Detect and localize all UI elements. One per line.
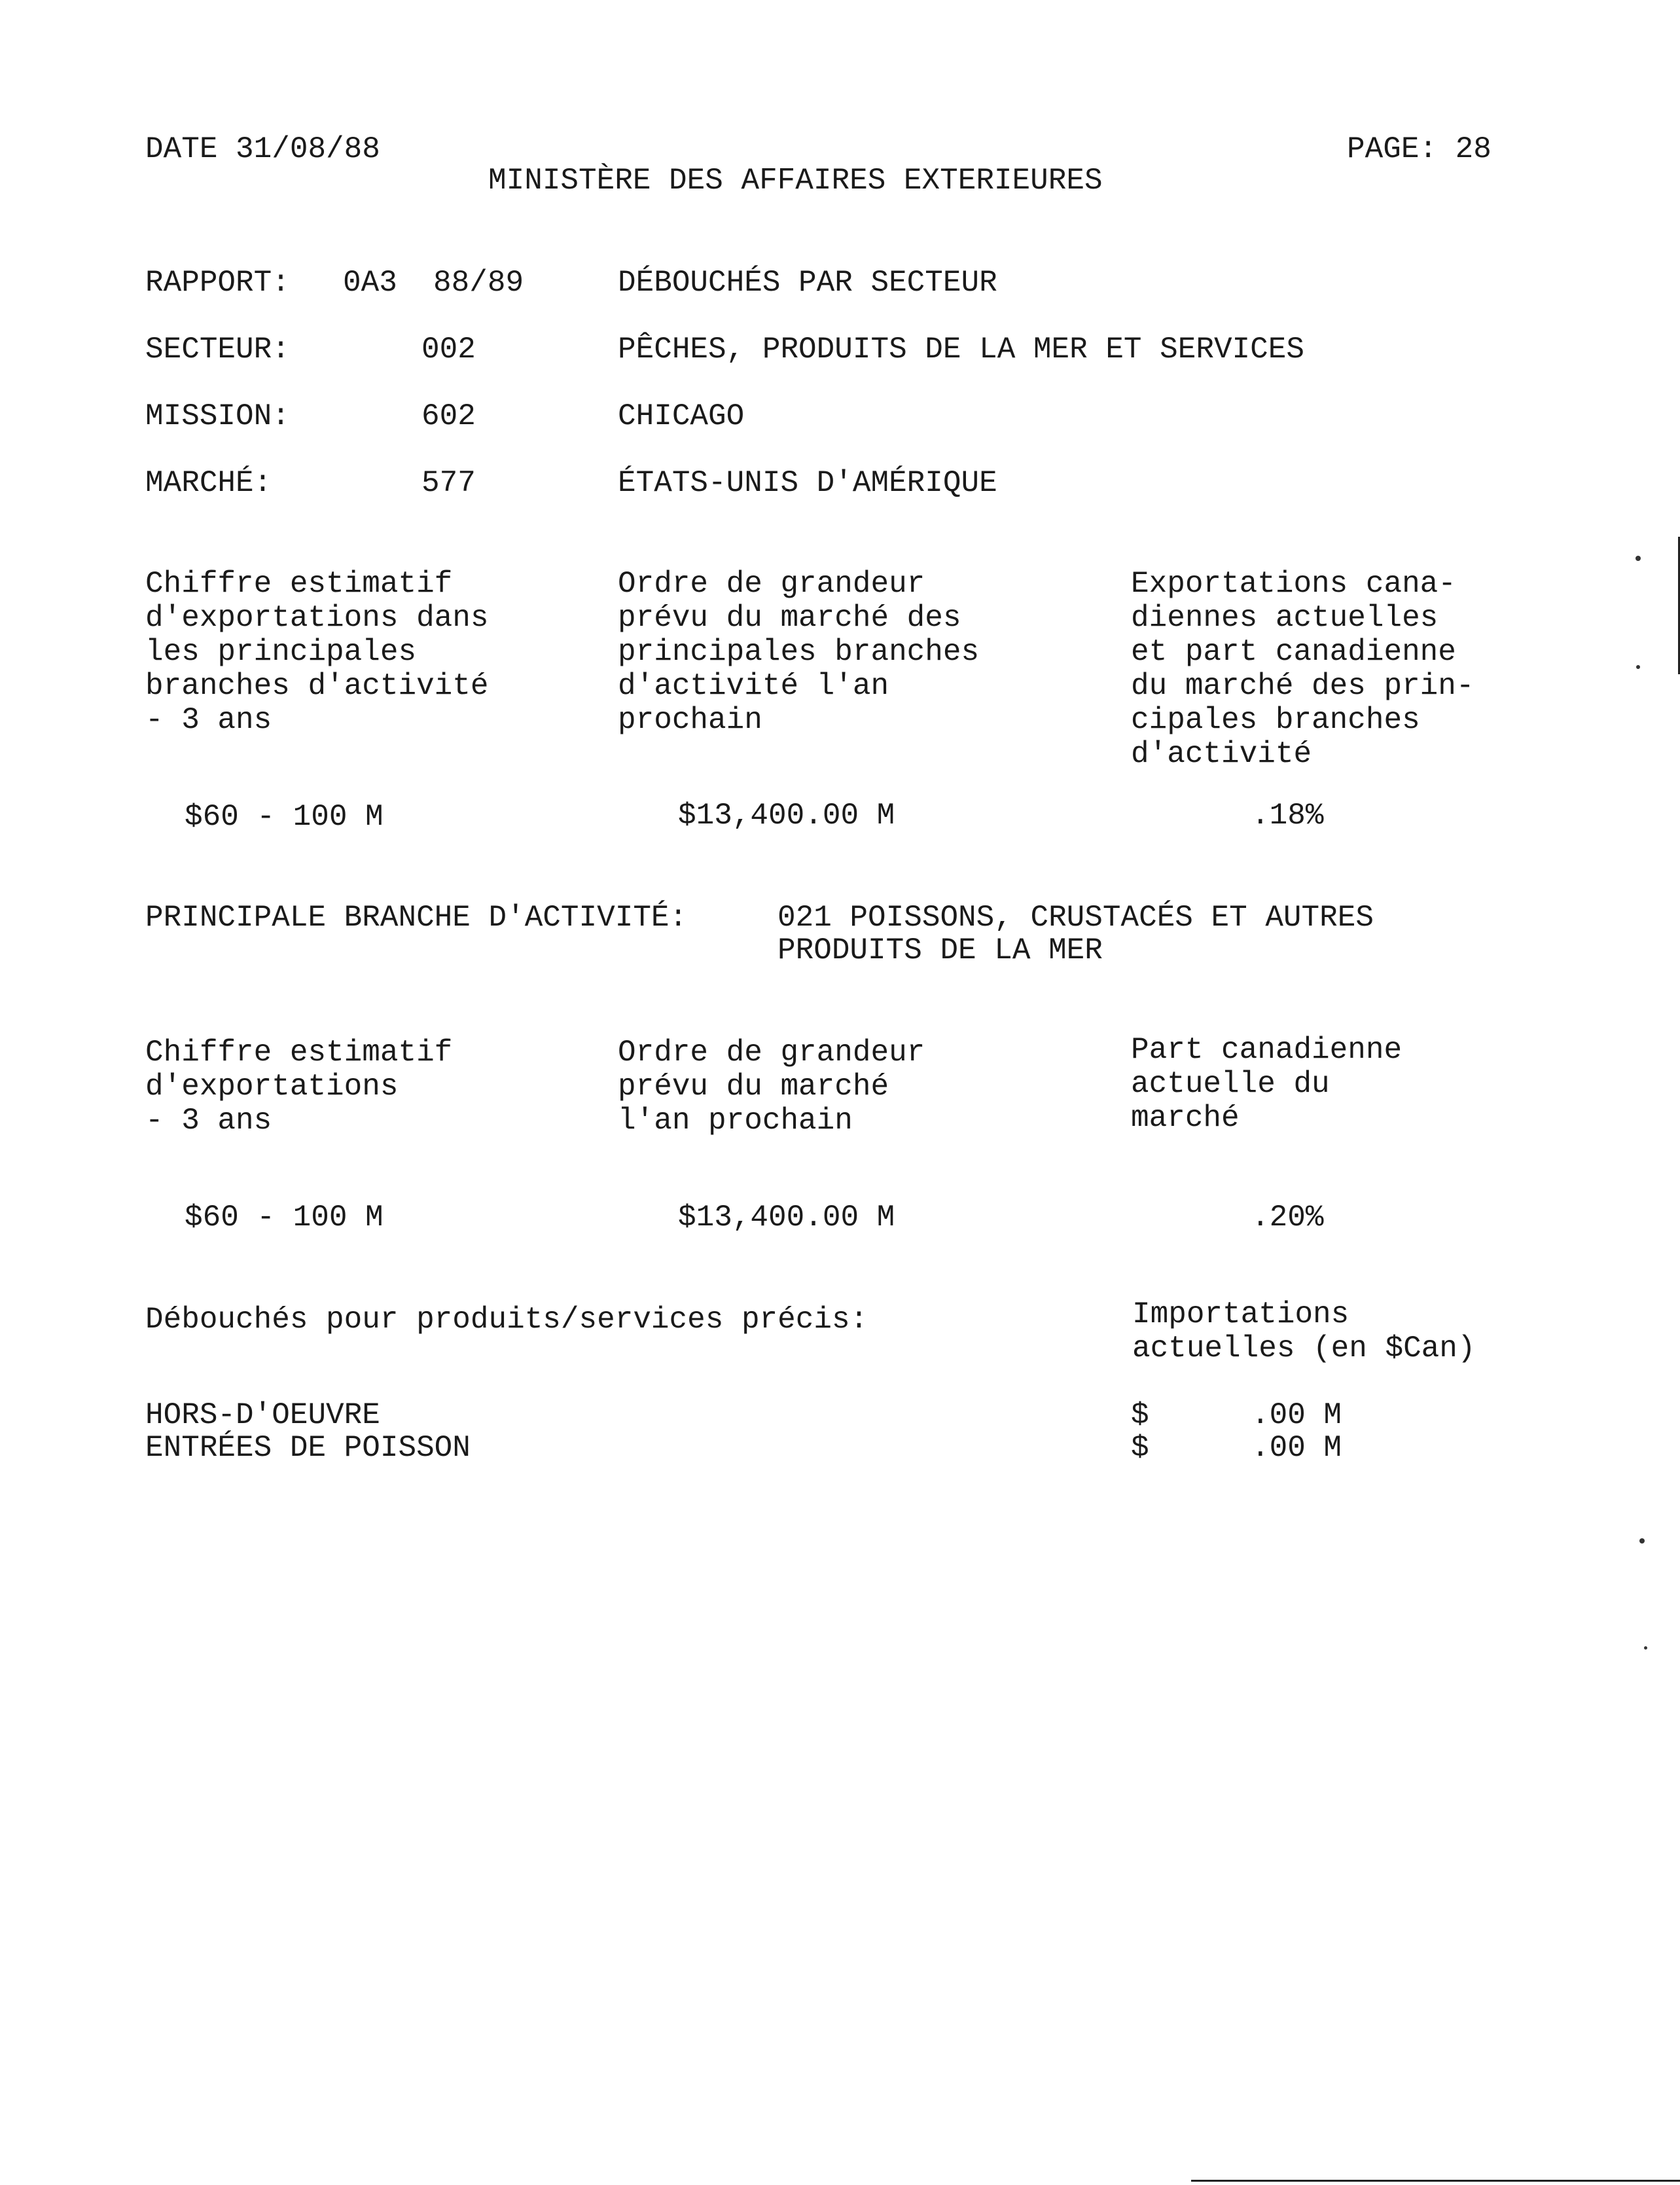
branch-line-1: 021 POISSONS, CRUSTACÉS ET AUTRES [777,901,1374,935]
scan-speck [1636,665,1640,669]
info-value-marche: ÉTATS-UNIS D'AMÉRIQUE [618,466,997,500]
opportunity-item-amount: .00 M [1251,1431,1342,1465]
sector-header-market-size: Ordre de grandeur prévu du marché des principales branches d'activité l'an prochain [618,567,980,737]
scan-edge-line [1191,2180,1680,2182]
opportunity-item-name: HORS-D'OEUVRE [145,1398,380,1432]
scan-speck [1644,1646,1647,1650]
branch-header-estimated-exports: Chiffre estimatif d'exportations - 3 ans [145,1036,453,1138]
page-number: PAGE: 28 [1347,132,1492,166]
branch-header-canadian-share: Part canadienne actuelle du marché [1131,1033,1403,1135]
branch-value-market-size: $13,400.00 M [678,1201,895,1235]
ministry-title: MINISTÈRE DES AFFAIRES EXTERIEURES [488,164,1103,198]
info-label-secteur: SECTEUR: [145,333,290,367]
branch-header-market-size: Ordre de grandeur prévu du marché l'an prochain [618,1036,925,1138]
opportunity-item-name: ENTRÉES DE POISSON [145,1431,471,1465]
info-value-secteur: PÊCHES, PRODUITS DE LA MER ET SERVICES [618,333,1304,367]
sector-value-market-size: $13,400.00 M [678,799,895,833]
imports-heading: Importations actuelles (en $Can) [1132,1297,1476,1365]
sector-header-canadian-share: Exportations cana- diennes actuelles et part canadienne du marché des prin- cipales branches d'activité [1131,567,1474,771]
info-label-rapport: RAPPORT: [145,266,290,300]
opportunity-item-amount: .00 M [1251,1398,1342,1432]
opportunity-item-currency: $ [1131,1398,1149,1432]
opportunity-item-currency: $ [1131,1431,1149,1465]
report-date: DATE 31/08/88 [145,132,380,166]
info-code-secteur: 002 [421,333,476,367]
branch-value-estimated-exports: $60 - 100 M [185,1201,384,1235]
sector-value-estimated-exports: $60 - 100 M [185,800,384,834]
scan-speck [1639,1538,1645,1544]
branch-label: PRINCIPALE BRANCHE D'ACTIVITÉ: [145,901,688,935]
branch-value-canadian-share: .20% [1251,1201,1324,1235]
sector-value-canadian-share: .18% [1251,799,1324,833]
info-value-rapport: DÉBOUCHÉS PAR SECTEUR [618,266,997,300]
info-code-marche: 577 [421,466,476,500]
sector-header-estimated-exports: Chiffre estimatif d'exportations dans les principales branches d'activité - 3 ans [145,567,489,737]
opportunities-heading: Débouchés pour produits/services précis: [145,1303,868,1337]
info-label-marche: MARCHÉ: [145,466,272,500]
info-value-mission: CHICAGO [618,399,745,433]
info-label-mission: MISSION: [145,399,290,433]
info-code-rapport: 0A3 88/89 [343,266,524,300]
scan-speck [1635,556,1641,561]
info-code-mission: 602 [421,399,476,433]
branch-line-2: PRODUITS DE LA MER [777,933,1103,967]
